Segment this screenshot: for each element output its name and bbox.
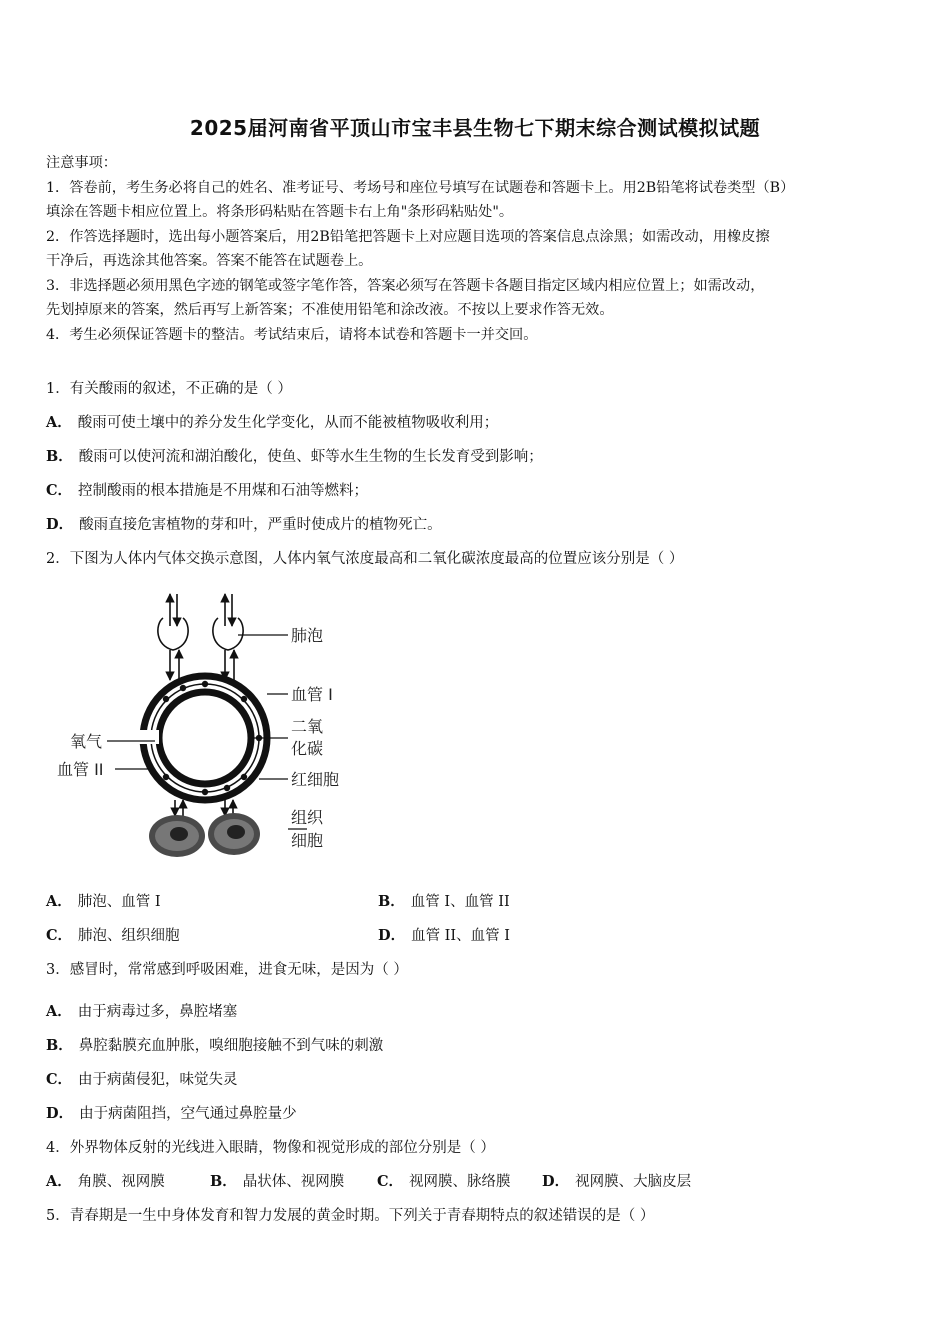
option-key: A． <box>46 893 72 910</box>
option-key: D． <box>378 927 406 944</box>
label-vessel-2: 血管 II <box>57 760 104 779</box>
q2-option-b <box>378 890 510 911</box>
q4-option-a <box>46 1170 165 1191</box>
q1-stem: 1．有关酸雨的叙述，不正确的是（ ） <box>46 381 292 397</box>
option-text: 视网膜、脉络膜 <box>409 1174 511 1190</box>
label-tissue-line1: 组织 <box>291 808 324 827</box>
q3-option-d <box>46 1102 297 1123</box>
option-key: C． <box>46 1071 73 1088</box>
option-text: 血管 I、血管 II <box>410 894 510 910</box>
option-key: B． <box>378 893 405 910</box>
option-key: D． <box>46 1105 74 1122</box>
q1-option-a <box>46 411 498 432</box>
q3-option-b <box>46 1034 383 1055</box>
option-key: C． <box>377 1173 404 1190</box>
option-key: B． <box>210 1173 237 1190</box>
option-text: 血管 II、血管 I <box>411 928 510 944</box>
q3-option-c <box>46 1068 238 1089</box>
option-key: A． <box>46 1003 72 1020</box>
notice-line: 填涂在答题卡相应位置上。将条形码粘贴在答题卡右上角"条形码粘贴处"。 <box>46 204 514 220</box>
label-red-blood-cell: 红细胞 <box>291 770 340 789</box>
option-text: 由于病菌阻挡，空气通过鼻腔量少 <box>79 1106 297 1122</box>
q3-stem: 3．感冒时，常常感到呼吸困难，进食无味，是因为（ ） <box>46 962 408 978</box>
q4-option-d <box>542 1170 691 1191</box>
option-key: C． <box>46 482 73 499</box>
q1-option-c <box>46 479 368 500</box>
option-text: 肺泡、组织细胞 <box>78 928 180 944</box>
option-text: 鼻腔黏膜充血肿胀，嗅细胞接触不到气味的刺激 <box>78 1038 384 1054</box>
q4-option-c <box>377 1170 511 1191</box>
label-oxygen: 氧气 <box>70 732 103 751</box>
q1-option-b <box>46 445 543 466</box>
q2-option-d <box>378 924 510 945</box>
label-vessel-1: 血管 I <box>291 685 333 704</box>
q2-option-c <box>46 924 180 945</box>
option-text: 酸雨可使土壤中的养分发生化学变化，从而不能被植物吸收利用； <box>77 415 499 431</box>
q2-option-a <box>46 890 161 911</box>
notice-line: 干净后，再选涂其他答案。答案不能答在试题卷上。 <box>46 253 373 269</box>
option-key: A． <box>46 414 72 431</box>
option-key: B． <box>46 448 73 465</box>
q4-stem: 4．外界物体反射的光线进入眼睛，物像和视觉形成的部位分别是（ ） <box>46 1140 495 1156</box>
label-co2-line2: 化碳 <box>291 739 324 758</box>
option-key: D． <box>542 1173 570 1190</box>
label-alveoli: 肺泡 <box>291 626 324 645</box>
notice-line: 先划掉原来的答案，然后再写上新答案；不准使用铅笔和涂改液。不按以上要求作答无效。 <box>46 302 614 318</box>
option-text: 肺泡、血管 I <box>77 894 161 910</box>
option-text: 由于病菌侵犯，味觉失灵 <box>78 1072 238 1088</box>
option-text: 酸雨可以使河流和湖泊酸化，使鱼、虾等水生生物的生长发育受到影响； <box>78 449 543 465</box>
label-tissue-line2: 细胞 <box>291 831 324 850</box>
option-text: 由于病毒过多，鼻腔堵塞 <box>77 1004 238 1020</box>
notice-line: 2．作答选择题时，选出每小题答案后，用2B铅笔把答题卡上对应题目选项的答案信息点涂黑；如需改动，用橡皮擦 <box>46 228 770 245</box>
tissue-cells <box>149 813 260 857</box>
notice-line: 4．考生必须保证答题卡的整洁。考试结束后，请将本试卷和答题卡一并交回。 <box>46 326 538 343</box>
q1-option-d <box>46 513 442 534</box>
alveolus-right <box>213 618 243 650</box>
option-text: 晶状体、视网膜 <box>242 1174 345 1190</box>
notice-heading: 注意事项： <box>46 155 117 171</box>
option-key: C． <box>46 927 73 944</box>
notice-line: 3．非选择题必须用黑色字迹的钢笔或签字笔作答，答案必须写在答题卡各题目指定区域内相应位置上；如需改动， <box>46 277 765 294</box>
option-text: 视网膜、大脑皮层 <box>575 1174 692 1190</box>
q4-option-b <box>210 1170 344 1191</box>
q2-stem: 2．下图为人体内气体交换示意图，人体内氧气浓度最高和二氧化碳浓度最高的位置应该分别是（ ） <box>46 551 684 567</box>
option-key: B． <box>46 1037 73 1054</box>
notice-line: 1．答卷前，考生务必将自己的姓名、准考证号、考场号和座位号填写在试题卷和答题卡上。用2B铅笔将试卷类型（B） <box>46 179 795 196</box>
option-text: 酸雨直接危害植物的芽和叶，严重时使成片的植物死亡。 <box>79 517 442 533</box>
page-title: 2025届河南省平顶山市宝丰县生物七下期末综合测试模拟试题 <box>189 116 761 140</box>
notice-block <box>46 151 906 347</box>
option-text: 控制酸雨的根本措施是不用煤和石油等燃料； <box>78 483 369 499</box>
gas-exchange-diagram <box>55 588 355 863</box>
label-co2-line1: 二氧 <box>291 717 324 736</box>
q3-option-a <box>46 1000 237 1021</box>
option-key: D． <box>46 516 74 533</box>
option-key: A． <box>46 1173 72 1190</box>
alveolus-left <box>158 618 188 650</box>
option-text: 角膜、视网膜 <box>77 1174 165 1190</box>
q5-stem: 5．青春期是一生中身体发育和智力发展的黄金时期。下列关于青春期特点的叙述错误的是（ ） <box>46 1208 655 1224</box>
